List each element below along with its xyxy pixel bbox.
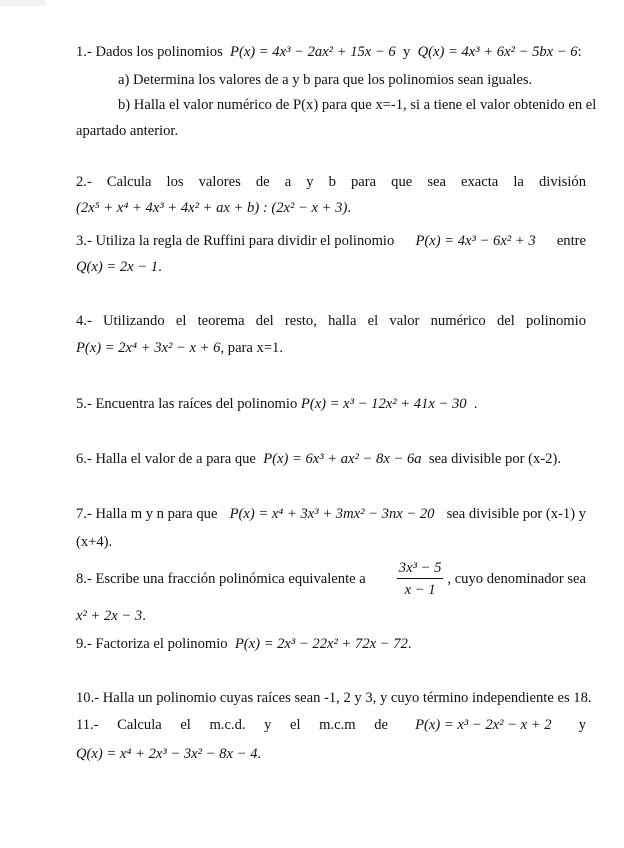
exercise-11-intro: 11.- Calcula el m.c.d. y el m.c.m de: [76, 717, 388, 733]
polynomial-p-3: P(x) = 4x³ − 6x² + 3: [415, 233, 536, 249]
exercise-2-line-1: 2.- Calcula los valores de a y b para que sea exacta la división: [76, 174, 586, 190]
exercise-3-intro: 3.- Utiliza la regla de Ruffini para dividir el polinomio: [76, 233, 395, 249]
denominator-polynomial: x² + 2x − 3: [76, 608, 143, 624]
period-9: .: [407, 636, 412, 652]
exercise-1-part-b-line-1: b) Halla el valor numérico de P(x) para que x=-1, si a tiene el valor obtenido en el: [118, 97, 597, 113]
polynomial-p-1: P(x) = 4x³ − 2ax² + 15x − 6: [230, 44, 396, 60]
exercise-6-intro: 6.- Halla el valor de a para que: [76, 451, 256, 467]
conjunction-y-11: y: [578, 717, 586, 733]
word-entre: entre: [556, 233, 586, 249]
exercise-9-intro: 9.- Factoriza el polinomio: [76, 636, 228, 652]
fraction-denominator: x − 1: [404, 582, 436, 598]
period-5: .: [473, 396, 478, 412]
exercise-8-line-2: [76, 607, 586, 625]
period-11: .: [257, 746, 262, 762]
exercise-8-intro: 8.- Escribe una fracción polinómica equivalente a: [76, 571, 366, 587]
exercise-1-line-1: [76, 43, 586, 61]
conjunction-y-1: y: [403, 44, 411, 60]
exercise-3-line-2: [76, 258, 586, 276]
period-3: .: [158, 259, 162, 275]
exercise-7-tail: sea divisible por (x-1) y: [446, 506, 586, 522]
period-8: .: [142, 608, 146, 624]
polynomial-q-11: Q(x) = x⁴ + 2x³ − 3x² − 8x − 4: [76, 746, 258, 762]
exercise-9: [76, 635, 586, 653]
polynomial-p-9: P(x) = 2x³ − 22x² + 72x − 72: [234, 636, 408, 652]
polynomial-p-11: P(x) = x³ − 2x² − x + 2: [415, 717, 552, 733]
division-expression: (2x⁵ + x⁴ + 4x³ + 4x² + ax + b) : (2x² − x + 3): [76, 200, 348, 216]
exercise-3-line-1: [76, 232, 586, 250]
exercise-4-line-2: [76, 339, 586, 357]
fraction-numerator: 3x³ − 5: [397, 559, 444, 579]
exercise-2-line-2: [76, 199, 586, 217]
polynomial-p-4: P(x) = 2x⁴ + 3x² − x + 6: [76, 340, 221, 356]
exercise-4-tail: , para x=1.: [220, 340, 283, 356]
exercise-7-intro: 7.- Halla m y n para que: [76, 506, 218, 522]
exercise-11-line-2: [76, 745, 586, 763]
polynomial-p-5: P(x) = x³ − 12x² + 41x − 30: [300, 396, 467, 412]
exercise-1-part-b-line-2: apartado anterior.: [76, 123, 179, 139]
exercise-4-line-1: 4.- Utilizando el teorema del resto, halla el valor numérico del polinomio: [76, 313, 586, 329]
exercise-6-tail: sea divisible por (x-2).: [428, 451, 561, 467]
exercise-7-line-1: [76, 505, 586, 523]
exercise-11-line-1: [76, 716, 586, 734]
exercise-1-intro: 1.- Dados los polinomios: [76, 44, 223, 60]
polynomial-p-6: P(x) = 6x³ + ax² − 8x − 6a: [263, 451, 422, 467]
period-2: .: [347, 200, 351, 216]
colon-1: :: [577, 44, 582, 60]
exercise-1-part-a: a) Determina los valores de a y b para que los polinomios sean iguales.: [118, 72, 533, 88]
exercise-10: 10.- Halla un polinomio cuyas raíces sean -1, 2 y 3, y cuyo término independiente es 18.: [76, 690, 592, 706]
polynomial-q-1: Q(x) = 4x³ + 6x² − 5bx − 6: [417, 44, 578, 60]
page-corner: [0, 0, 46, 6]
exercise-5-intro: 5.- Encuentra las raíces del polinomio: [76, 396, 298, 412]
exercise-6: [76, 450, 586, 468]
polynomial-q-3: Q(x) = 2x − 1: [76, 259, 159, 275]
exercise-7-line-2: (x+4).: [76, 534, 113, 550]
exercise-8-tail: , cuyo denominador sea: [447, 571, 586, 587]
exercise-8-line-1: [76, 559, 586, 599]
polynomial-p-7: P(x) = x⁴ + 3x³ + 3mx² − 3nx − 20: [229, 506, 435, 522]
polynomial-fraction: [397, 559, 444, 599]
exercise-5: [76, 395, 586, 413]
